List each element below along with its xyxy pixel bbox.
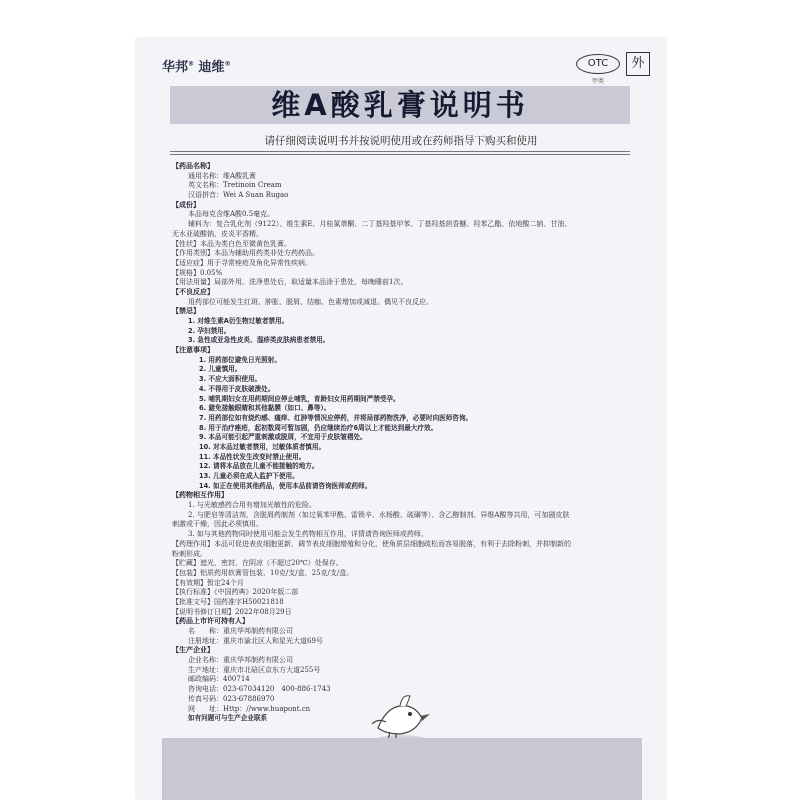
manufacturer-name: 企业名称：重庆华邦制药有限公司 [188, 656, 293, 665]
section-approval: 【批准文号】国药准字H50021818 [172, 597, 284, 606]
precaution-item: 11. 本品性状发生改变时禁止使用。 [199, 452, 306, 461]
precaution-item: 4. 不得用于皮肤破溃处。 [199, 384, 275, 393]
external-use-badge: 外 [626, 52, 650, 76]
manufacturer-postcode: 邮政编码：400714 [188, 675, 250, 684]
section-storage: 【贮藏】遮光，密封，在阴凉（不超过20℃）处保存。 [172, 559, 343, 568]
divider-top [170, 151, 630, 152]
precaution-item: 13. 儿童必须在成人监护下使用。 [199, 472, 299, 480]
contraindication-item: 2. 孕妇禁用。 [188, 326, 231, 335]
mah-name: 名 称：重庆华邦制药有限公司 [188, 627, 293, 635]
section-package: 【包装】铝质药用软膏管包装，10克/支/盒，25克/支/盒。 [172, 568, 354, 577]
section-spec: 【规格】0.05% [172, 268, 223, 277]
section-heading-precautions: 【注意事项】 [172, 346, 214, 355]
section-heading-contraindications: 【禁忌】 [172, 307, 200, 316]
precaution-item: 2. 儿童慎用。 [199, 365, 242, 374]
generic-name: 通用名称：维A酸乳膏 [188, 171, 257, 180]
section-indications: 【适应症】用于寻常痤疮及角化异常性疾病。 [172, 258, 312, 267]
brand-name: 华邦 [162, 60, 189, 75]
document-title: 维A酸乳膏说明书 [271, 88, 529, 122]
contraindication-item: 3. 急性或亚急性皮炎、湿疹类皮肤病患者禁用。 [188, 336, 330, 345]
manufacturer-website: 网 址：Http：//www.huapont.cn [188, 704, 311, 713]
otc-badge: OTC [576, 54, 620, 74]
leaflet-body [172, 162, 632, 724]
divider-bottom [170, 154, 630, 155]
section-usage: 【用法用量】局部外用。洗净患处后，取适量本品涂于患处，每晚睡前1次。 [172, 278, 408, 287]
section-category: 【作用类别】本品为辅助用药类非处方药药品。 [172, 249, 319, 258]
pinyin-name: 汉语拼音：Wei A Suan Rugao [188, 191, 289, 200]
product-brand-name: 迪维 [198, 60, 225, 75]
interaction-line: 1. 与光敏感药合用有增加光敏性的危险。 [188, 501, 316, 510]
precaution-item: 8. 用于治疗痤疮，起初数周可暂加剧，仍应继续治疗6周以上才能达到最大疗效。 [199, 423, 438, 432]
bottom-band [162, 738, 642, 800]
precaution-item: 9. 本品可能引起严重刺激或脱屑，不宜用于皮肤皱褶处。 [199, 433, 367, 442]
precaution-item: 1. 用药部位避免日光照射。 [199, 355, 281, 364]
interaction-line: 刺激或干燥，因此必须慎用。 [172, 520, 263, 529]
contraindication-item: 1. 对维生素A衍生物过敏者禁用。 [188, 317, 289, 325]
manufacturer-phone: 咨询电话：023-67034120 400-886-1743 [188, 685, 331, 694]
section-standard: 【执行标准】《中国药典》2020年版二部 [172, 588, 299, 597]
brand-logo [162, 56, 231, 75]
precaution-item: 14. 如正在使用其他药品，使用本品前请咨询医师或药师。 [199, 481, 372, 490]
precaution-item: 6. 避免接触眼睛和其他黏膜（如口、鼻等）。 [199, 404, 331, 413]
precaution-item: 7. 用药部位如有烧灼感、瘙痒、红肿等情况应停药，并将局部药物洗净，必要时向医师咨询。 [199, 413, 473, 422]
mah-address: 注册地址：重庆市渝北区人和星光大道69号 [188, 636, 323, 645]
section-heading-interactions: 【药物相互作用】 [172, 491, 228, 500]
section-heading-manufacturer: 【生产企业】 [172, 646, 214, 655]
pharmacology-line: 粉刺形成。 [172, 549, 207, 558]
manufacturer-fax: 传真号码：023-67886970 [188, 694, 275, 703]
precaution-item: 5. 哺乳期妇女在用药期间应停止哺乳，育龄妇女用药期间严禁受孕。 [199, 394, 400, 403]
otc-class-label: 甲类 [591, 78, 604, 85]
interaction-line: 2. 与肥皂等清洁剂、含脱屑药制剂（如过氧苯甲酰、雷锁辛、水杨酸、硫磺等）、含乙醇制剂、异维A酸等共用，可加剧皮肤 [188, 510, 570, 519]
manufacturer-address: 生产地址：重庆市北碚区京东方大道255号 [188, 665, 321, 674]
section-heading-adverse: 【不良反应】 [172, 287, 214, 296]
contact-note: 如有问题可与生产企业联系 [188, 714, 268, 723]
section-heading-ingredients: 【成份】 [172, 200, 200, 209]
section-character: 【性状】本品为类白色至微黄色乳膏。 [172, 239, 291, 248]
section-revision: 【说明书修订日期】2022年08月29日 [172, 607, 292, 616]
interaction-line: 3. 如与其他药物同时使用可能会发生药物相互作用，详情请咨询医师或药师。 [188, 530, 428, 539]
precautions-list [172, 356, 632, 492]
section-validity: 【有效期】暂定24个月 [172, 578, 244, 587]
ingredients-line: 无水亚硫酸钠、皮炎平香精。 [172, 229, 263, 238]
english-name: 英文名称：Tretinoin Cream [188, 181, 282, 190]
leaflet-sheet [136, 38, 666, 800]
brand-registered-mark: ® [188, 60, 195, 68]
adverse-text: 用药部位可能发生红斑、肿胀、脱屑、结痂、色素增加或减退。偶见不良反应。 [188, 297, 433, 306]
section-heading-mah: 【药品上市许可持有人】 [172, 617, 249, 626]
section-heading-name: 【药品名称】 [172, 162, 214, 170]
product-registered-mark: ® [224, 60, 231, 68]
ingredients-line: 辅料为：复合乳化剂（9122）、维生素E、月桂氮䓬酮、二丁基羟基甲苯、丁基羟基茴香醚、羟苯乙酯、依地酸二钠、甘油、 [188, 220, 572, 229]
pharmacology-line: 【药理作用】本品可促进表皮细胞更新，调节表皮细胞增殖和分化，使角质层细胞疏松而容易脱落，有利于去除粉刺，并抑制新的 [172, 539, 571, 548]
ingredients-line: 本品每克含维A酸0.5毫克。 [188, 210, 275, 219]
contraindications-list [172, 317, 632, 346]
precaution-item: 3. 不应大面积使用。 [199, 375, 262, 384]
precaution-item: 12. 请将本品放在儿童不能接触的地方。 [199, 462, 319, 471]
document-subtitle: 请仔细阅读说明书并按说明使用或在药师指导下购买和使用 [264, 135, 538, 147]
precaution-item: 10. 对本品过敏者禁用，过敏体质者慎用。 [199, 442, 326, 451]
